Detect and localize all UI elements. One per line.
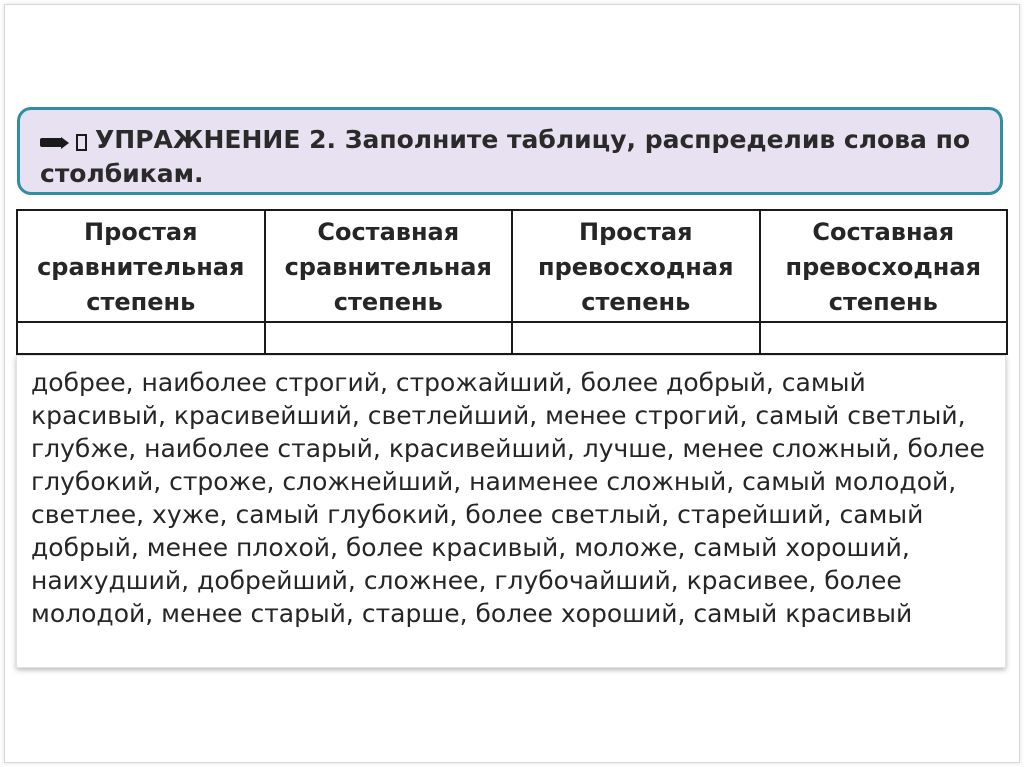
exercise-title-box (17, 107, 1003, 195)
arrow-checkbox-icon (40, 134, 87, 151)
empty-answer-cell[interactable] (760, 322, 1008, 354)
empty-answer-cell[interactable] (265, 322, 513, 354)
column-header-simple-superlative: Простая превосходная степень (512, 210, 760, 322)
column-header-simple-comparative: Простая сравнительная степень (17, 210, 265, 322)
word-list-box (16, 355, 1006, 668)
answer-table (16, 209, 1008, 355)
table-row (17, 322, 1007, 354)
empty-answer-cell[interactable] (17, 322, 265, 354)
empty-answer-cell[interactable] (512, 322, 760, 354)
table-header-row (17, 210, 1007, 322)
word-list-text: добрее, наиболее строгий, строжайший, более добрый, самый красивый, красивейший, светлейший, менее строгий, самый светлый, глубже, наиболее старый, красивейший, лучше, менее сложный, более глубокий, строже, сложнейший, наименее сложный, самый молодой, светлее, хуже, самый глубокий, более светлый, старейший, самый добрый, менее плохой, более красивый, моложе, самый хороший, наихудший, добрейший, сложнее, глубочайший, красивее, более молодой, менее старый, старше, более хороший, самый красивый (31, 368, 985, 628)
exercise-title: УПРАЖНЕНИЕ 2. Заполните таблицу, распределив слова по столбикам. (40, 125, 971, 188)
column-header-compound-comparative: Составная сравнительная степень (265, 210, 513, 322)
column-header-compound-superlative: Составная превосходная степень (760, 210, 1008, 322)
